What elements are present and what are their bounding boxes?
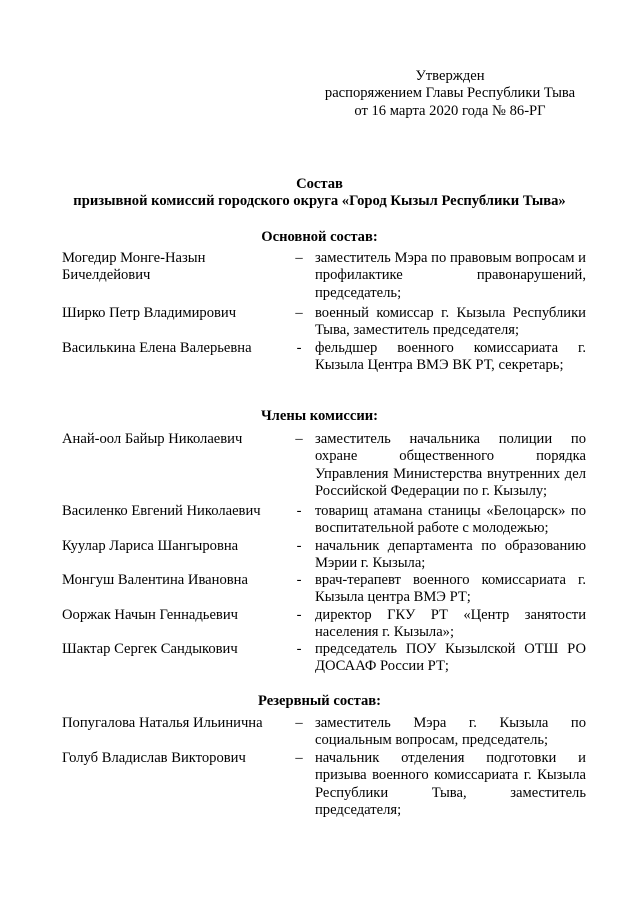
member-name: Попугалова Наталья Ильинична	[62, 715, 263, 731]
member-name: Василенко Евгений Николаевич	[62, 503, 261, 519]
member-dash: –	[295, 431, 303, 447]
member-role: директор ГКУ РТ «Центр занятости населения г. Кызыла»;	[315, 607, 586, 641]
member-name: Монгуш Валентина Ивановна	[62, 572, 248, 588]
member-name: Ооржак Начын Геннадьевич	[62, 607, 238, 623]
member-name: Василькина Елена Валерьевна	[62, 340, 252, 356]
approval-line-2: распоряжением Главы Республики Тыва	[324, 85, 576, 102]
member-role: фельдшер военного комиссариата г. Кызыла Центра ВМЭ ВК РТ, секретарь;	[315, 340, 586, 374]
section-heading-main: Основной состав:	[261, 229, 378, 245]
member-name: Голуб Владислав Викторович	[62, 750, 246, 766]
member-dash: –	[295, 715, 303, 731]
member-role: заместитель начальника полиции по охране общественного порядка Управления Министерства внутренних дел Российской Федерации по г. Кызылу;	[315, 431, 586, 500]
member-dash: -	[296, 641, 302, 657]
member-role: военный комиссар г. Кызыла Республики Тыва, заместитель председателя;	[315, 305, 586, 339]
title-line-2: призывной комиссий городского округа «Город Кызыл Республики Тыва»	[73, 193, 566, 210]
member-dash: -	[296, 340, 302, 356]
member-dash: –	[295, 305, 303, 321]
member-name: Шактар Сергек Сандыкович	[62, 641, 238, 657]
member-role: заместитель Мэра по правовым вопросам и профилактике правонарушений, председатель;	[315, 250, 586, 301]
title-line-1: Состав	[296, 176, 343, 192]
approval-line-3: от 16 марта 2020 года № 86-РГ	[354, 102, 546, 119]
member-role: начальник отделения подготовки и призыва военного комиссариата г. Кызыла Республики Тыва, заместитель председателя;	[315, 750, 586, 819]
member-dash: -	[296, 607, 302, 623]
member-name: Куулар Лариса Шангыровна	[62, 538, 239, 554]
member-role: товарищ атамана станицы «Белоцарск» по воспитательной работе с молодежью;	[315, 503, 586, 537]
member-dash: –	[295, 250, 303, 266]
member-dash: –	[295, 750, 303, 766]
member-role: начальник департамента по образованию Мэрии г. Кызыла;	[315, 538, 586, 572]
member-dash: -	[296, 538, 302, 554]
member-role: заместитель Мэра г. Кызыла по социальным вопросам, председатель;	[315, 715, 586, 749]
document-title	[40, 176, 599, 211]
section-heading-commission: Члены комиссии:	[260, 408, 379, 424]
member-name: Могедир Монге-Назын Бичелдейович	[62, 250, 206, 284]
section-heading-reserve: Резервный состав:	[257, 693, 382, 709]
member-role: врач-терапевт военного комиссариата г. Кызыла центра ВМЭ РТ;	[315, 572, 586, 606]
member-dash: -	[296, 572, 302, 588]
approval-line-1: Утвержден	[415, 68, 485, 84]
approval-block	[300, 68, 600, 120]
member-name: Ширко Петр Владимирович	[62, 305, 237, 321]
member-role: председатель ПОУ Кызылской ОТШ РО ДОСААФ России РТ;	[315, 641, 586, 675]
member-dash: -	[296, 503, 302, 519]
member-name: Анай-оол Байыр Николаевич	[62, 431, 243, 447]
